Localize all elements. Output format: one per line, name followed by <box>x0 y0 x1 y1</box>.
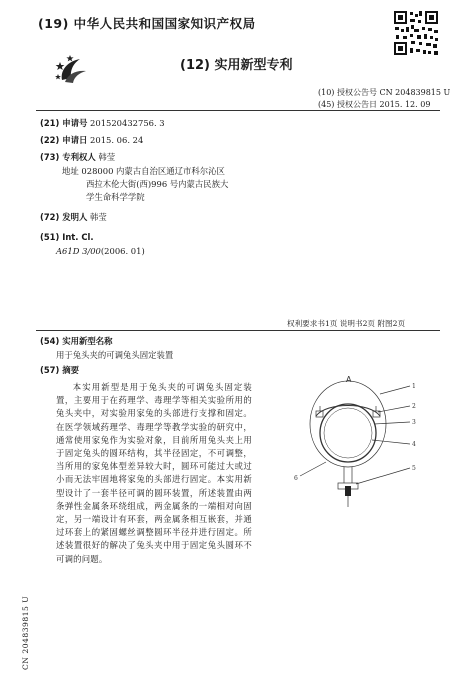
publication-date-value: 2015. 12. 09 <box>379 100 431 109</box>
application-date-label: (22) 申请日 <box>40 135 88 145</box>
figure-label-4: 4 <box>412 441 416 448</box>
publication-date <box>318 99 430 110</box>
figure-label-6: 6 <box>294 475 298 482</box>
figure-label-a: A <box>346 375 352 384</box>
application-number <box>40 117 165 129</box>
international-class-value: A61D 3/00 <box>56 246 101 256</box>
patentee-value: 韩莹 <box>98 152 116 162</box>
international-class <box>56 246 145 256</box>
page-counts: 权利要求书1页 说明书2页 附图2页 <box>287 319 406 328</box>
publication-number-value: CN 204839815 U <box>379 88 451 97</box>
application-number-value: 201520432756. 3 <box>90 118 165 128</box>
patentee <box>40 151 115 163</box>
utility-model-title-label: (54) 实用新型名称 <box>40 336 113 346</box>
body-divider <box>36 330 440 331</box>
utility-model-title: 用于兔头夹的可调兔头固定装置 <box>56 350 174 360</box>
abstract-text <box>56 381 252 566</box>
document-kind: (12) 实用新型专利 <box>180 58 293 73</box>
abstract-label: (57) 摘要 <box>40 365 79 375</box>
abstract-paragraph: 本实用新型是用于兔头夹的可调兔头固定装置，主要用于在药理学、毒理学等相关实验所用的兔头夹中，对实验用家兔的头部进行支撑和固定。在医学领域药理学、毒理学等教学实验的研究中，通常使用家兔作为实验对象，目前所用兔头夹上用于固定兔头的圆环结构，其半径固定，不可调整，当所用的家兔体型差异较大时，圆环可能过大或过小而无法牢固地将家兔的头部进行固定。本实用新型设计了一套半径可调的圆环装置，所述装置由两条弹性金属条环绕组成，两金属条的一端相对向固定，另一端设计有环套，两金属条相互嵌套，并通过环套上的紧固螺丝调整圆环半径并进行固定。所述装置很好的解决了兔头夹中用于固定兔头圆环不可调的问题。 <box>56 382 252 564</box>
patentee-label: (73) 专利权人 <box>40 152 96 162</box>
publication-date-label: (45) 授权公告日 <box>318 100 377 109</box>
device-figure <box>286 372 432 522</box>
patent-office-logo <box>54 52 92 88</box>
figure-label-2: 2 <box>412 403 416 410</box>
international-class-version: (2006. 01) <box>100 246 145 256</box>
publication-number-label: (10) 授权公告号 <box>318 88 377 97</box>
figure-label-5: 5 <box>412 465 416 472</box>
inventor-value: 韩莹 <box>90 212 107 222</box>
international-class-label: (51) Int. Cl. <box>40 232 94 242</box>
inventor-label: (72) 发明人 <box>40 212 88 222</box>
publication-number <box>318 87 450 98</box>
address-label: 地址 <box>62 166 79 176</box>
side-publication-code: CN 204839815 U <box>21 595 30 670</box>
figure-label-1: 1 <box>412 383 416 390</box>
patent-office-name: (19) 中华人民共和国国家知识产权局 <box>38 16 256 31</box>
application-date-value: 2015. 06. 24 <box>90 135 144 145</box>
address-line-3: 学生命科学学院 <box>86 192 145 202</box>
header-divider <box>36 110 440 111</box>
application-date <box>40 134 143 146</box>
qr-code-icon <box>393 10 439 56</box>
address-line-1: 028000 内蒙古自治区通辽市科尔沁区 <box>81 166 225 176</box>
address-block <box>62 165 225 178</box>
inventor <box>40 211 107 223</box>
application-number-label: (21) 申请号 <box>40 118 88 128</box>
address-line-2: 西拉木伦大街(西)996 号内蒙古民族大 <box>86 179 229 189</box>
figure-label-3: 3 <box>412 419 416 426</box>
